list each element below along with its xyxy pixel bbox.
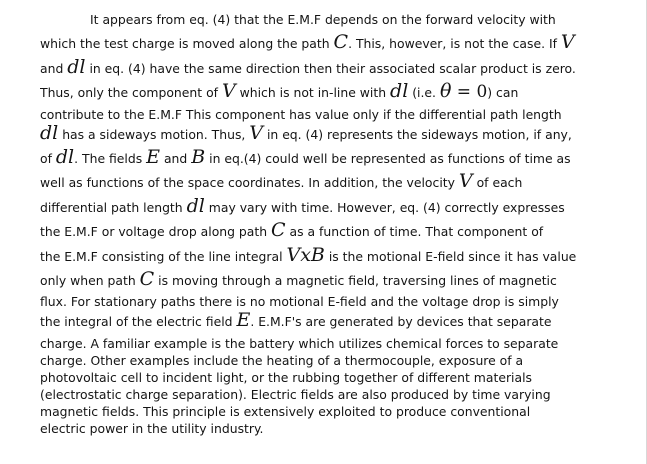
text-run: which the test charge is moved along the path [40,36,334,52]
math-symbol: E [236,310,251,332]
text-run: as a function of time. That component of [285,224,544,240]
math-symbol: dl [390,81,409,103]
text-run: and [40,60,68,76]
math-symbol: θ [439,81,452,103]
text-line-1 [40,8,642,32]
text-line-18 [40,386,642,403]
text-run: which is not in-line with [235,85,391,101]
text-run: electric power in the utility industry. [40,421,264,437]
math-symbol: E [146,147,161,169]
math-symbol: C [333,32,349,54]
math-symbol: dl [55,147,75,169]
text-run: ) can [487,85,519,101]
math-symbol: V [560,32,575,54]
text-run: . E.M.F's are generated by devices that separate [250,314,552,330]
text-run: the E.M.F consisting of the line integral [40,248,287,264]
text-run: Thus, only the component of [40,85,222,101]
math-symbol: dl [186,195,205,217]
text-run: in eq. (4) represents the sideways motion, if any, [263,126,572,142]
text-line-8 [40,171,642,195]
text-run: is moving through a magnetic field, traversing lines of magnetic [154,273,557,288]
text-line-5 [40,106,642,123]
text-run: of [40,151,56,167]
text-line-15 [40,335,642,352]
text-line-3 [40,57,642,81]
text-line-19 [40,403,642,420]
text-run: contribute to the E.M.F This component has value only if the differential path length [40,106,562,122]
text-run: and [160,151,192,167]
text-run: has a sideways motion. Thus, [58,126,250,142]
text-line-6 [40,123,642,147]
math-symbol: VxB [286,244,325,266]
text-run: . This, however, is not the case. If [348,36,561,52]
text-line-10 [40,220,642,244]
text-run: charge. A familiar example is the battery which utilizes chemical forces to separate [40,335,559,351]
math-symbol: V [249,122,264,144]
text-run: flux. For stationary paths there is no motional E-field and the voltage drop is simply [40,294,559,310]
text-run: It appears from eq. (4) that the E.M.F depends on the forward velocity with [90,12,556,27]
text-line-9 [40,196,642,220]
text-run: may vary with time. However, eq. (4) correctly expresses [204,199,565,215]
text-line-14 [40,310,642,334]
math-symbol: = 0 [451,82,488,103]
text-run: (electrostatic charge separation). Electric fields are also produced by time varying [40,387,551,403]
text-line-17 [40,369,642,386]
math-symbol: dl [40,122,59,144]
text-line-7 [40,147,642,171]
text-run: differential path length [40,199,187,215]
text-run: only when path [40,273,140,288]
text-line-13 [40,293,642,310]
text-run: of each [472,175,523,191]
text-run: in eq. (4) have the same direction then their associated scalar product is zero. [85,60,576,76]
text-run: photovoltaic cell to incident light, or the rubbing together of different materials [40,370,532,386]
math-symbol: dl [67,56,86,78]
text-line-20 [40,420,642,437]
text-run: is the motional E-field since it has value [324,248,577,264]
text-run: (i.e. [408,85,440,101]
text-run: . The fields [74,151,147,167]
text-run: well as functions of the space coordinates. In addition, the velocity [40,175,459,191]
math-symbol: V [221,81,236,103]
text-line-12 [40,269,642,293]
math-symbol: V [458,171,473,193]
text-run: the integral of the electric field [40,314,237,330]
text-line-2 [40,32,642,56]
text-run: in eq.(4) could well be represented as functions of time as [205,151,571,167]
math-symbol: C [139,269,155,290]
math-symbol: B [191,147,206,169]
text-run: charge. Other examples include the heating of a thermocouple, exposure of a [40,352,524,368]
text-run: magnetic fields. This principle is extensively exploited to produce conventional [40,404,531,420]
body-paragraph [40,8,642,437]
text-line-16 [40,352,642,369]
text-run: the E.M.F or voltage drop along path [40,224,272,240]
math-symbol: C [271,220,286,242]
text-line-4 [40,81,642,105]
text-line-11 [40,245,642,269]
